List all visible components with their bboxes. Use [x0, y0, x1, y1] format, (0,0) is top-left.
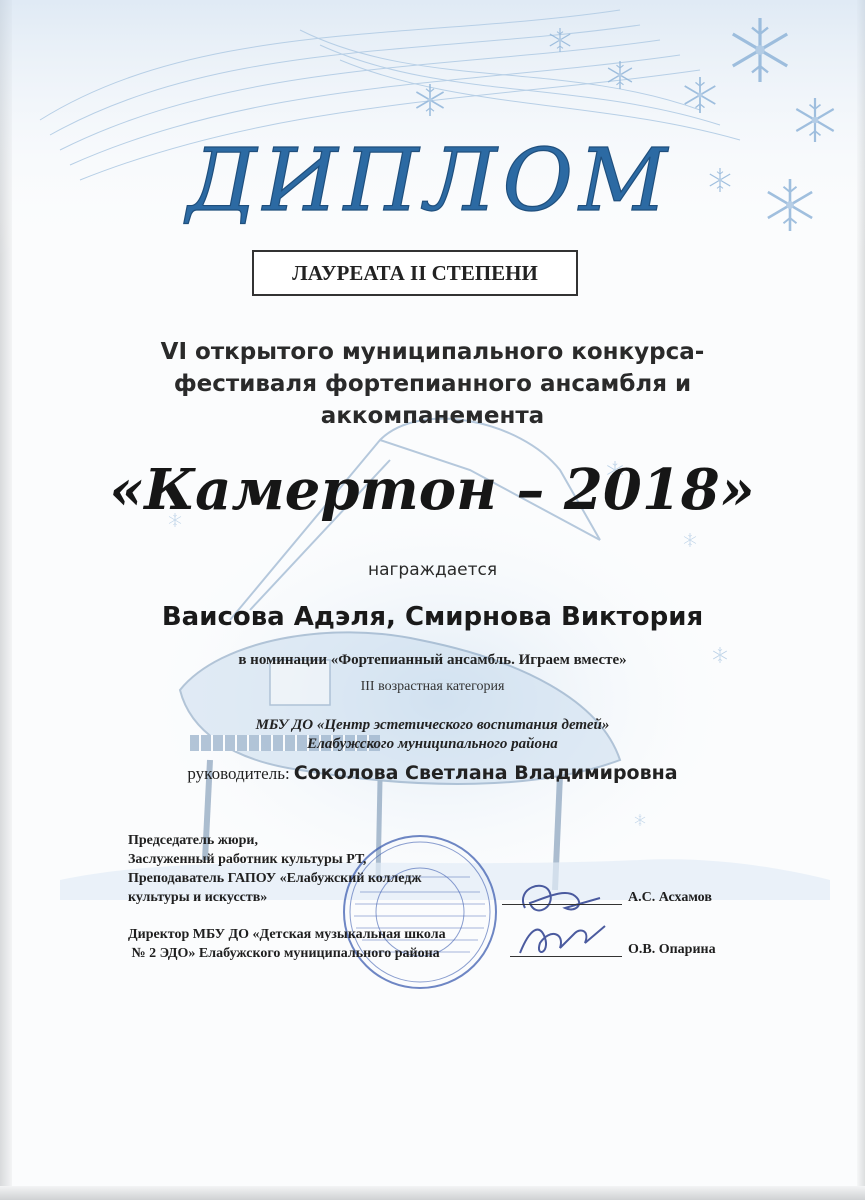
director-name: О.В. Опарина — [628, 942, 716, 957]
jury-chair-name: А.С. Асхамов — [628, 890, 712, 905]
contest-title — [100, 336, 765, 432]
handwritten-signature — [505, 868, 625, 968]
jury-chair-position — [128, 831, 498, 907]
contest-line: аккомпанемента — [320, 403, 545, 429]
signature-line — [502, 904, 622, 905]
institution-line: Елабужского муниципального района — [307, 736, 558, 752]
festival-name — [109, 447, 755, 532]
institution-line: МБУ ДО «Центр эстетического воспитания детей» — [255, 717, 610, 733]
signature-line — [510, 956, 622, 957]
position-line: Преподаватель ГАПОУ «Елабужский колледж — [128, 871, 422, 886]
position-line: № 2 ЭДО» Елабужского муниципального района — [128, 946, 440, 961]
position-line: Заслуженный работник культуры РТ, — [128, 852, 367, 867]
director-position — [128, 925, 508, 963]
position-line: Директор МБУ ДО «Детская музыкальная школа — [128, 927, 446, 942]
diploma-title-text: ДИПЛОМ — [186, 131, 674, 231]
leader-label: руководитель: — [187, 764, 290, 783]
contest-line: фестиваля фортепианного ансамбля и — [173, 371, 692, 397]
institution — [0, 716, 865, 754]
laureate-degree: ЛАУРЕАТА II СТЕПЕНИ — [292, 260, 538, 285]
festival-name-text: «Камертон – 2018» — [109, 457, 755, 523]
age-category: III возрастная категория — [360, 679, 505, 694]
laureate-degree-box — [252, 250, 578, 296]
leader — [0, 762, 865, 784]
awarded-label: награждается — [367, 560, 498, 580]
diploma-title — [150, 131, 710, 231]
position-line: Председатель жюри, — [128, 833, 258, 848]
nomination: в номинации «Фортепианный ансамбль. Играем вместе» — [238, 652, 627, 668]
leader-name: Соколова Светлана Владимировна — [293, 762, 678, 784]
recipients: Ваисова Адэля, Смирнова Виктория — [161, 602, 704, 632]
position-line: культуры и искусств» — [128, 890, 268, 905]
contest-line: VI открытого муниципального конкурса- — [160, 339, 705, 365]
